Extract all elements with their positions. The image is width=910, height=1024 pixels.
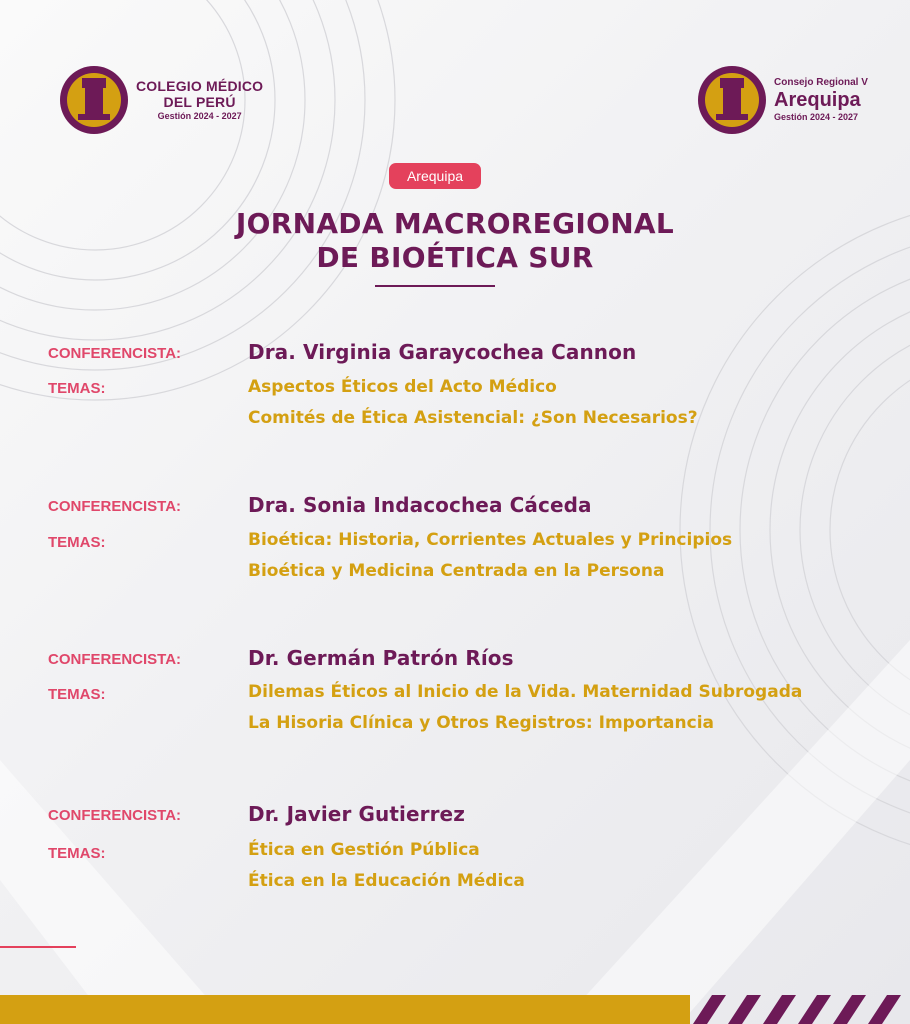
topic-item: La Hisoria Clínica y Otros Registros: Importancia (248, 713, 714, 733)
logo-left-line1: COLEGIO MÉDICO (136, 78, 264, 94)
consejo-regional-seal-icon (696, 64, 768, 136)
logo-right-line1: Consejo Regional V (774, 77, 868, 88)
logo-right-line3: Gestión 2024 - 2027 (774, 112, 859, 122)
conferencista-label: CONFERENCISTA: (48, 345, 182, 362)
temas-label: TEMAS: (48, 380, 106, 397)
conferencista-label: CONFERENCISTA: (48, 651, 182, 668)
accent-line (0, 946, 76, 948)
speaker-name: Dra. Virginia Garaycochea Cannon (248, 340, 637, 364)
conferencista-label: CONFERENCISTA: (48, 807, 182, 824)
colegio-medico-seal-icon (58, 64, 130, 136)
location-badge: Arequipa (389, 163, 481, 189)
speaker-name: Dr. Germán Patrón Ríos (248, 646, 514, 670)
topic-item: Dilemas Éticos al Inicio de la Vida. Maternidad Subrogada (248, 682, 803, 702)
title-divider (375, 285, 495, 287)
topic-item: Ética en Gestión Pública (248, 840, 480, 860)
logo-left-line2: DEL PERÚ (163, 94, 236, 110)
bottom-gold-bar (0, 995, 690, 1024)
temas-label: TEMAS: (48, 845, 106, 862)
topic-item: Comités de Ética Asistencial: ¿Son Necesarios? (248, 408, 698, 428)
page-title-line1: JORNADA MACROREGIONAL (235, 207, 675, 240)
logo-right-line2: Arequipa (774, 89, 861, 111)
temas-label: TEMAS: (48, 534, 106, 551)
temas-label: TEMAS: (48, 686, 106, 703)
topic-item: Bioética y Medicina Centrada en la Persona (248, 561, 665, 581)
logo-left-line3: Gestión 2024 - 2027 (157, 111, 242, 121)
topic-item: Aspectos Éticos del Acto Médico (248, 377, 557, 397)
speaker-name: Dr. Javier Gutierrez (248, 802, 465, 826)
conferencista-label: CONFERENCISTA: (48, 498, 182, 515)
page-title-line2: DE BIOÉTICA SUR (316, 241, 594, 274)
topic-item: Ética en la Educación Médica (248, 871, 525, 891)
speaker-name: Dra. Sonia Indacochea Cáceda (248, 493, 592, 517)
colegio-medico-logo (58, 64, 263, 136)
consejo-regional-logo (696, 64, 868, 136)
topic-item: Bioética: Historia, Corrientes Actuales y Principios (248, 530, 733, 550)
